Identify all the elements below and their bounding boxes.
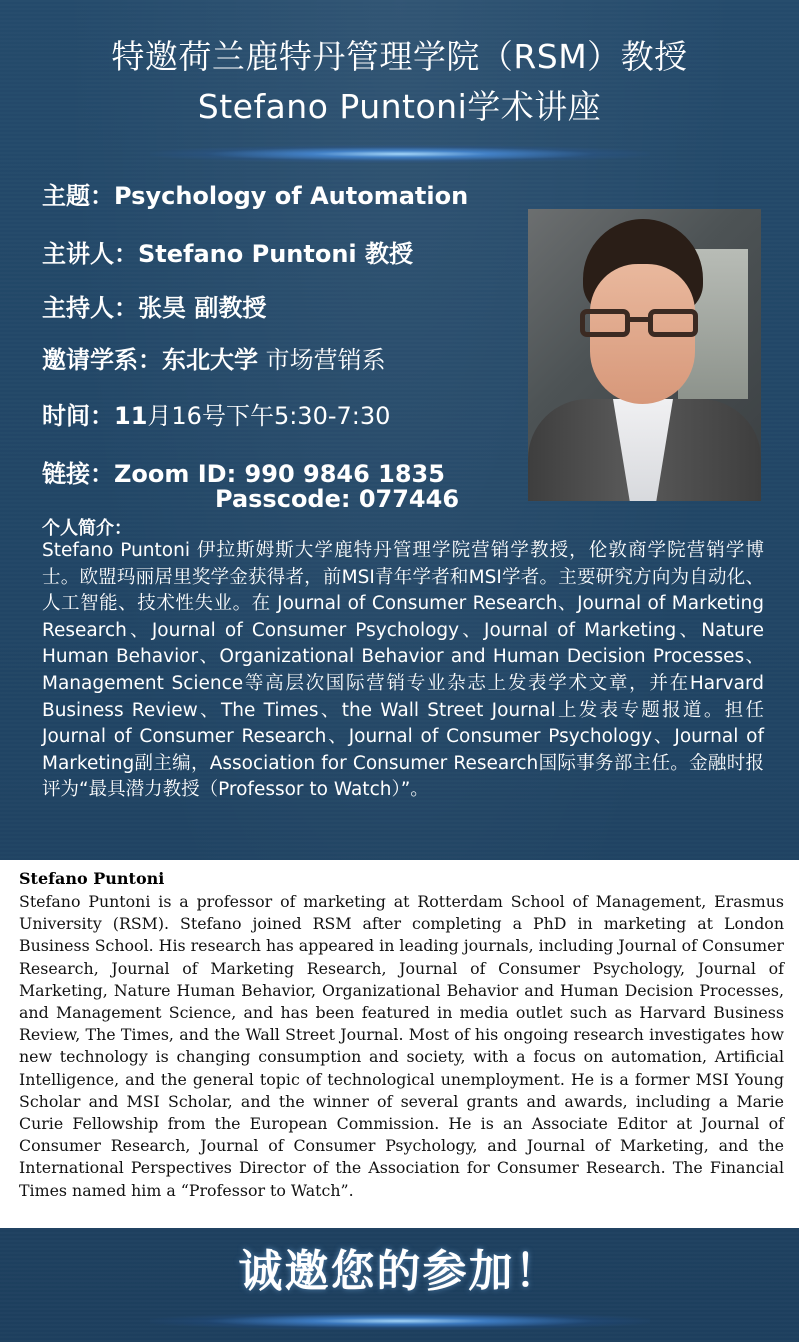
photo-glasses bbox=[580, 309, 700, 341]
title-line-2: Stefano Puntoni学术讲座 bbox=[197, 87, 602, 126]
title-line-1: 特邀荷兰鹿特丹管理学院（RSM）教授 bbox=[111, 37, 688, 76]
page-title bbox=[0, 32, 799, 132]
english-bio-panel bbox=[0, 860, 799, 1228]
speaker-line: 主讲人：Stefano Puntoni 教授 bbox=[42, 240, 413, 268]
department-value: 市场营销系 bbox=[258, 346, 386, 374]
english-bio-name: Stefano Puntoni bbox=[19, 869, 165, 888]
time-value: 月16号下午5:30-7:30 bbox=[147, 402, 391, 430]
bio-heading: 个人简介： bbox=[42, 518, 132, 539]
department-line bbox=[42, 340, 386, 375]
topic-line: 主题：Psychology of Automation bbox=[42, 182, 469, 210]
glow-divider-top bbox=[150, 145, 650, 163]
time-label: 时间：11 bbox=[42, 402, 148, 430]
speaker-photo bbox=[528, 209, 761, 501]
department-label: 邀请学系：东北大学 bbox=[42, 346, 258, 374]
glow-divider-bottom bbox=[150, 1312, 650, 1330]
passcode-line: Passcode: 077446 bbox=[215, 485, 460, 513]
english-bio-text: Stefano Puntoni is a professor of marketing at Rotterdam School of Management, Erasmus University (RSM). Stefano joined RSM after completing a PhD in marketing at London Business School. His research has appeared in leading journals, including Journal of Consumer Research, Journal of Marketing Research, Journal of Consumer Psychology, Journal of Marketing, Nature Human Behavior, Organizational Behavior and Human Decision Processes, and Management Science, and has been featured in media outlet such as Harvard Business Review, The Times, and the Wall Street Journal. Most of his ongoing research investigates how new technology is changing consumption and society, with a focus on automation, Artificial Intelligence, and the general topic of technological unemployment. He is a former MSI Young Scholar and MSI Scholar, and the winner of several grants and awards, including a Marie Curie Fellowship from the European Commission. He is an Associate Editor at Journal of Consumer Research, Journal of Consumer Psychology, and Journal of Marketing, and the International Perspectives Director of the Association for Consumer Research. The Financial Times named him a “Professor to Watch”. bbox=[19, 892, 784, 1200]
zoom-link-line: 链接：Zoom ID: 990 9846 1835 bbox=[42, 460, 445, 488]
bio-chinese-text: Stefano Puntoni 伊拉斯姆斯大学鹿特丹管理学院营销学教授，伦敦商学院营销学博士。欧盟玛丽居里奖学金获得者，前MSI青年学者和MSI学者。主要研究方向为自动化、人工智能、技术性失业。在 Journal of Consumer Research、Journal of Marketing Research、Journal of Consumer Psychology、Journal of Marketing、Nature Human Behavior、Organizational Behavior and Human Decision Processes、Management Science等高层次国际营销专业杂志上发表学术文章，并在Harvard Business Review、The Times、the Wall Street Journal上发表专题报道。担任 Journal of Consumer Research、Journal of Consumer Psychology、Journal of Marketing副主编，Association for Consumer Research国际事务部主任。金融时报评为“最具潜力教授（Professor to Watch）”。 bbox=[42, 540, 764, 801]
closing-invitation: 诚邀您的参加！ bbox=[238, 1246, 561, 1297]
time-line bbox=[42, 396, 390, 431]
host-line: 主持人：张昊 副教授 bbox=[42, 294, 267, 322]
